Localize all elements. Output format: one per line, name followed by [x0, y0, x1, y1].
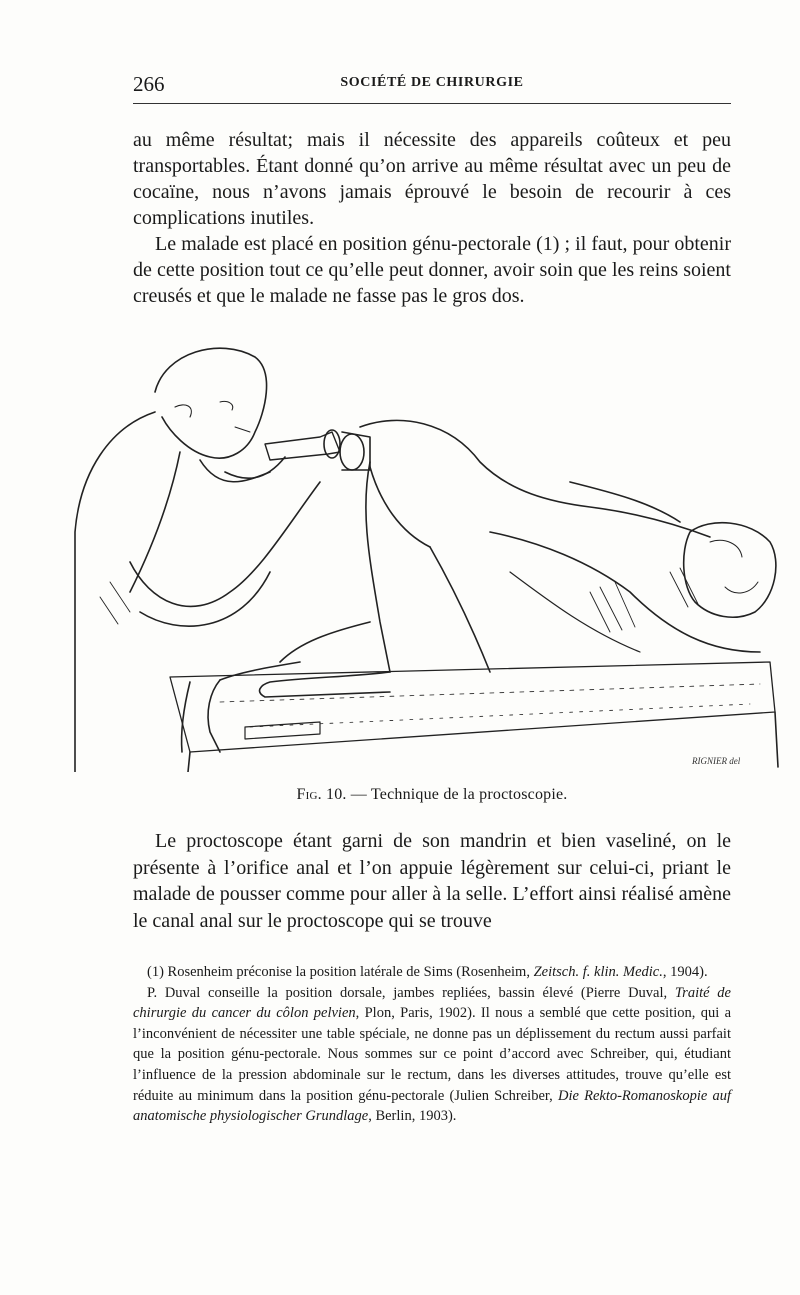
- footrest: [245, 722, 320, 739]
- footnote-2-book2: Die Rekto-Romanoskopie auf anatomische physiologischer Grundlage: [133, 1087, 732, 1125]
- proctoscopy-engraving: [70, 332, 790, 772]
- footnote-2-text: P. Duval conseille la position dorsale, jambes repliées, bassin élevé (Pierre Duval,: [147, 984, 675, 1001]
- patient-leg: [366, 462, 390, 672]
- surgeon-coat: [75, 412, 155, 772]
- paragraph-position: Le malade est placé en position génu-pectorale (1) ; il faut, pour obtenir de cette position tout ce qu’elle peut donner, avoir soin que les reins soient creusés et que le malade ne fasse pas le gros dos.: [133, 233, 731, 307]
- body-text-top: [133, 127, 731, 309]
- illustrator-signature: RIGNIER del: [692, 756, 741, 766]
- header-rule: [133, 103, 731, 104]
- patient-gown: [490, 532, 760, 652]
- page-number: 266: [133, 72, 165, 96]
- footnote-2-mid: , Plon, Paris, 1902). Il nous a semblé que cette position, qui a l’inconvénient de nécessiter une table spéciale, ne donne pas un déplissement du rectum aussi parfait que la position génu-pectorale. Nous sommes sur ce point d’accord avec Schreiber, qui, étudiant l’influence de la pression abdominale sur le rectum, dans les diverses attitudes, trouve qu’elle est réduite au minimum dans la position génu-pectorale (Julien Schreiber,: [133, 1005, 732, 1104]
- paragraph-technique: Le proctoscope étant garni de son mandrin et bien vaseliné, on le présente à l’orifice anal et l’on appuie légèrement sur celui-ci, priant le malade de pousser comme pour aller à la selle. L’effort ainsi réalisé amène le canal anal sur le proctoscope qui se trouve: [133, 830, 731, 932]
- footnotes: [133, 962, 731, 1127]
- figure-caption-text: — Technique de la proctoscopie.: [350, 786, 568, 803]
- footnote-1-journal: Zeitsch. f. klin. Medic.: [533, 964, 663, 980]
- footnote-2-end: , Berlin, 1903).: [368, 1108, 457, 1125]
- footnote-2: [133, 983, 731, 1127]
- figure-label: Fig. 10.: [296, 786, 347, 803]
- surgeon-head: [155, 348, 267, 458]
- patient-back: [360, 420, 710, 537]
- figure-illustration: [70, 332, 790, 772]
- surgeon-arm: [130, 482, 320, 606]
- body-text-bottom: [133, 828, 731, 934]
- page-header: [133, 72, 731, 100]
- footnote-1-end: , 1904).: [662, 964, 708, 980]
- footnote-1: [133, 962, 731, 983]
- figure-caption: [133, 786, 731, 804]
- footnote-1-text: (1) Rosenheim préconise la position latérale de Sims (Rosenheim,: [147, 964, 534, 980]
- paragraph-continuation: au même résultat; mais il nécessite des appareils coûteux et peu transportables. Étant donné qu’on arrive au même résultat avec un peu de cocaïne, nous n’avons jamais éprouvé le besoin de recourir à ces complications inutiles.: [133, 129, 731, 229]
- footnote-2-book: Traité de chirurgie du cancer du côlon pelvien: [133, 984, 731, 1022]
- running-title: SOCIÉTÉ DE CHIRURGIE: [340, 75, 524, 90]
